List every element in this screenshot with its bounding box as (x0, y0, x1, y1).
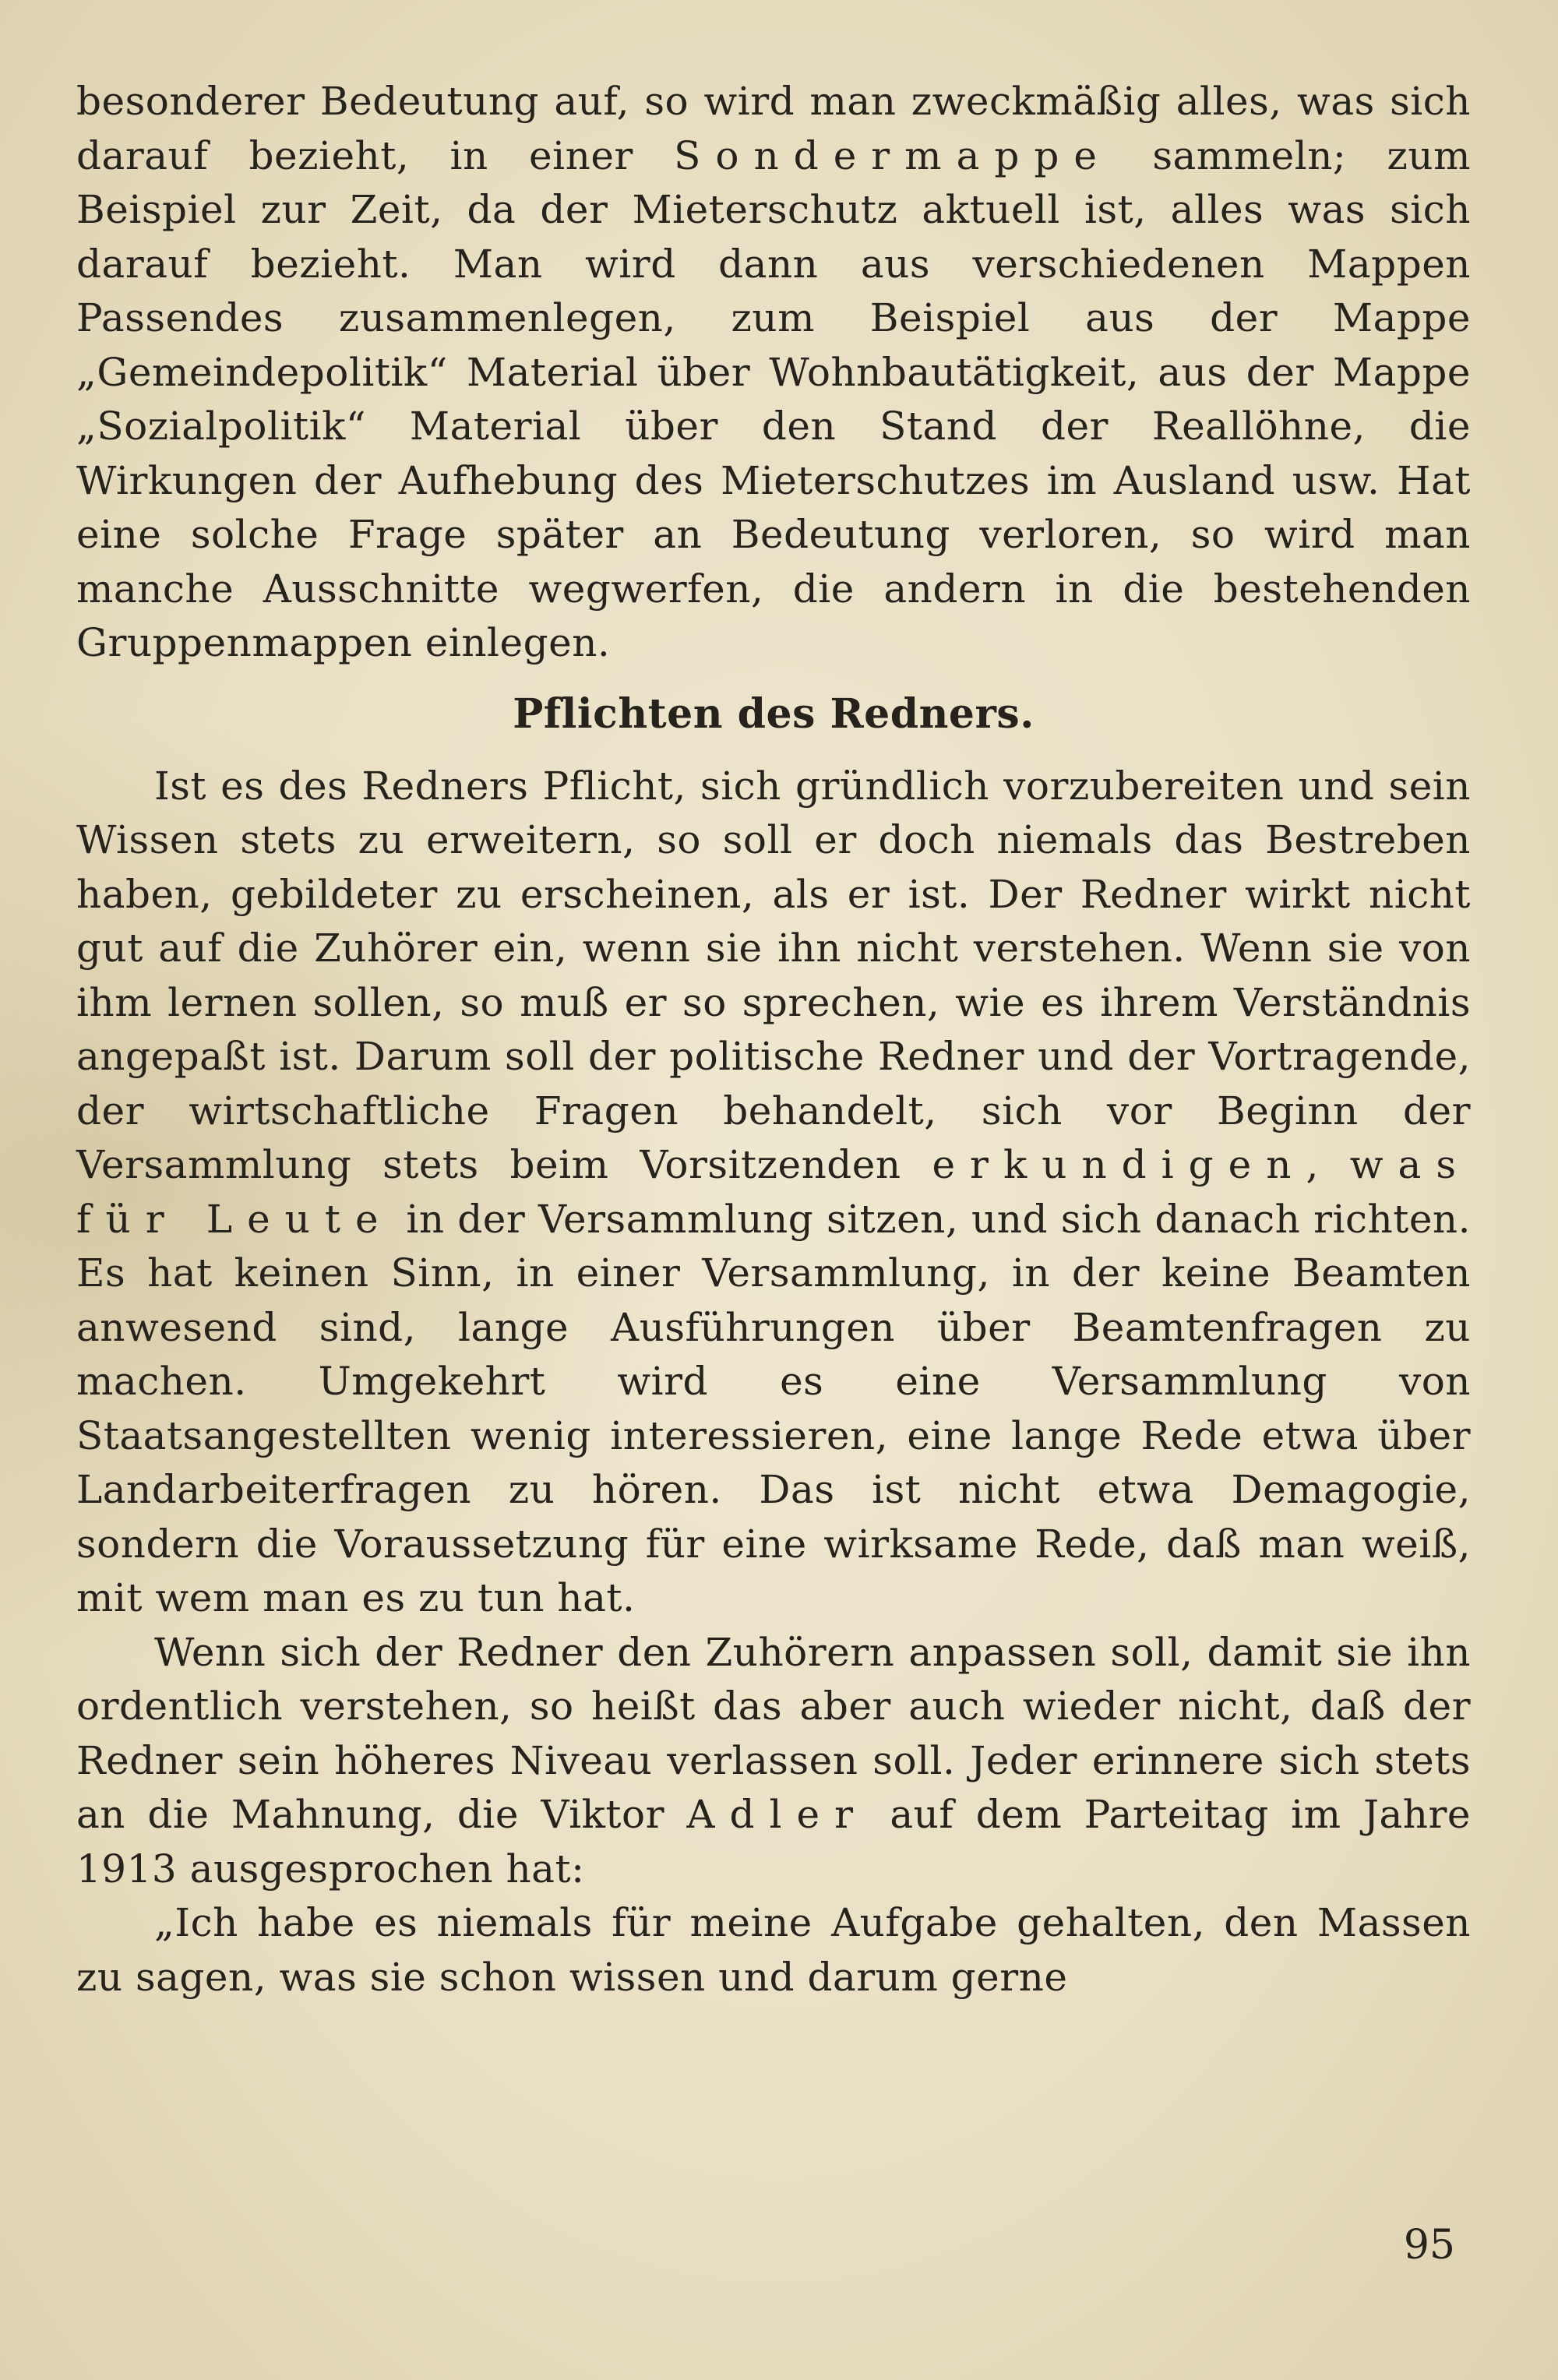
spaced-word-adler: Adler (686, 1792, 868, 1837)
paragraph-4-text: „Ich habe es niemals für meine Aufgabe gehalten, den Massen zu sagen, was sie schon wissen und darum gerne (76, 1900, 1471, 2000)
spaced-word-sondermappe: Sondermappe (674, 132, 1112, 178)
spaced-word-erkundigen: erkundigen (932, 1142, 1306, 1187)
spaced-phrase-was-fuer-leute: was für Leute (76, 1142, 1471, 1242)
paragraph-2-text-c: in der Versammlung sitzen, und sich danach richten. Es hat keinen Sinn, in einer Versammlung, in der keine Beamten anwesend sind, lange Ausführungen über Beamtenfragen zu machen. Umgekehrt wird es eine Versammlung von Staatsangestellten wenig interessieren, eine lange Rede etwa über Landarbeiterfragen zu hören. Das ist nicht etwa Demagogie, sondern die Voraussetzung für eine wirksame Rede, daß man weiß, mit wem man es zu tun hat. (76, 1196, 1471, 1620)
paragraph-duties (76, 760, 1471, 1626)
paragraph-2-text-b: , (1306, 1142, 1350, 1187)
paragraph-adapting (76, 1626, 1471, 1897)
paragraph-1-text-b: sammeln; zum Beispiel zur Zeit, da der Mieterschutz aktuell ist, alles was sich darauf bezieht. Man wird dann aus verschiedenen Mappen Passendes zusammenlegen, zum Beispiel aus der Mappe „Gemeindepolitik“ Material über Wohnbautätigkeit, aus der Mappe „Sozialpolitik“ Material über den Stand der Reallöhne, die Wirkungen der Aufhebung des Mieterschutzes im Ausland usw. Hat eine solche Frage später an Bedeutung verloren, so wird man manche Ausschnitte wegwerfen, die andern in die bestehenden Gruppenmappen einlegen. (76, 132, 1471, 665)
paragraph-3-text-b: auf dem Parteitag im Jahre 1913 ausgesprochen hat: (76, 1792, 1471, 1892)
page-number: 95 (1403, 2222, 1455, 2269)
paragraph-continuation (76, 75, 1471, 671)
paragraph-quote (76, 1896, 1471, 2004)
section-heading: Pflichten des Redners. (513, 689, 1035, 738)
page-text (76, 75, 1471, 2004)
paragraph-2-text-a: Ist es des Redners Pflicht, sich gründlich vorzubereiten und sein Wissen stets zu erweitern, so soll er doch niemals das Bestreben haben, gebildeter zu erscheinen, als er ist. Der Redner wirkt nicht gut auf die Zuhörer ein, wenn sie ihn nicht verstehen. Wenn sie von ihm lernen sollen, so muß er so sprechen, wie es ihrem Verständnis angepaßt ist. Darum soll der politische Redner und der Vortragende, der wirtschaftliche Fragen behandelt, sich vor Beginn der Versammlung stets beim Vorsitzenden (76, 763, 1471, 1187)
paragraph-1-text-a: besonderer Bedeutung auf, so wird man zweckmäßig alles, was sich darauf bezieht, in einer (76, 79, 1471, 178)
paragraph-3-text-a: Wenn sich der Redner den Zuhörern anpassen soll, damit sie ihn ordentlich verstehen, so heißt das aber auch wieder nicht, daß der Redner sein höheres Niveau verlassen soll. Jeder erinnere sich stets an die Mahnung, die Viktor (76, 1629, 1471, 1837)
